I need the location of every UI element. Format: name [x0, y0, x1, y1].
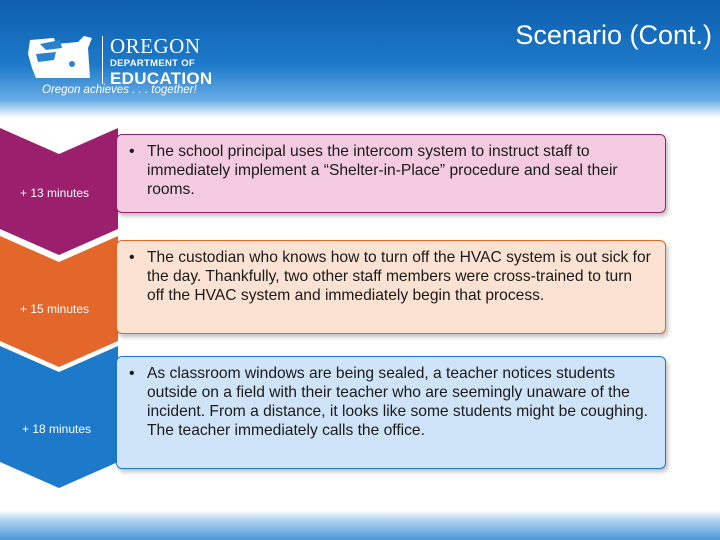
scenario-box-3: [116, 356, 666, 469]
footer-band: [0, 510, 720, 540]
bullet-dot: •: [129, 249, 135, 266]
oregon-map-icon: [26, 34, 96, 80]
logo-oregon-text: OREGON: [110, 34, 201, 58]
bullet-text-3: As classroom windows are being sealed, a teacher notices students outside on a field with their teacher who are seemingly unaware of the incident. From a distance, it looks like some students might be coughing. The teacher immediately calls the office.: [147, 365, 648, 439]
bullet-dot: •: [129, 365, 135, 382]
scenario-box-2: [116, 240, 666, 334]
header-banner: [0, 0, 720, 118]
bullet-item-1: [129, 142, 653, 199]
logo-dept-text: DEPARTMENT OF: [110, 58, 195, 69]
logo-tagline: Oregon achieves . . . together!: [42, 84, 197, 96]
bullet-text-2: The custodian who knows how to turn off the HVAC system is out sick for the day. Thankfully, two other staff members were cross-trained to turn off the HVAC system and immediately begin that process.: [147, 249, 651, 304]
timeline-label-1: + 13 minutes: [20, 186, 90, 200]
bullet-item-2: [129, 248, 653, 305]
timeline-chevron-3: [0, 346, 118, 488]
slide-title: Scenario (Cont.): [515, 20, 712, 50]
bullet-dot: •: [129, 143, 135, 160]
bullet-item-3: [129, 364, 653, 440]
timeline-label-2: + 15 minutes: [20, 302, 90, 316]
timeline-label-3: + 18 minutes: [22, 422, 92, 436]
logo-divider: [102, 36, 103, 84]
logo-education-text: EDUCATION: [110, 69, 213, 88]
chevron-shape-3: [0, 346, 118, 488]
scenario-box-1: [116, 134, 666, 213]
bullet-text-1: The school principal uses the intercom system to instruct staff to immediately implement a “Shelter-in-Place” procedure and seal their rooms.: [147, 143, 618, 198]
oregon-education-logo: [26, 28, 226, 103]
